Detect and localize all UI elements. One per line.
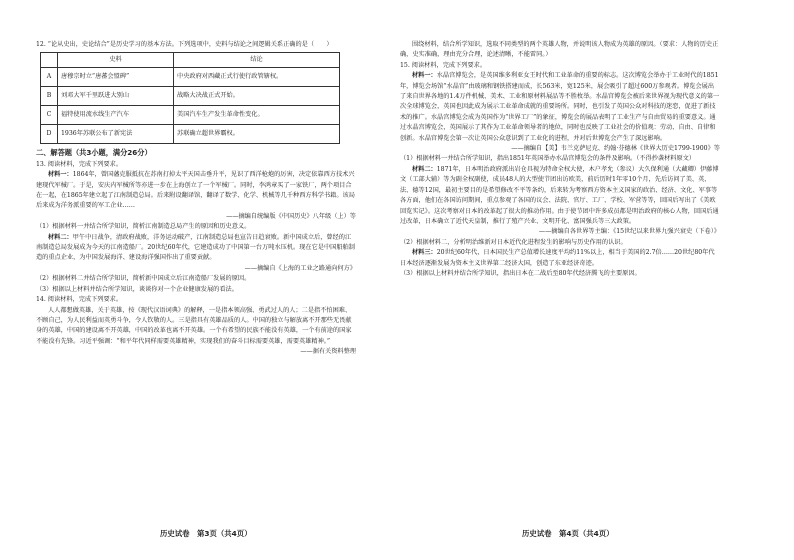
- q14-source: ——据有关资料整理: [300, 348, 356, 356]
- q15-material-2: 材料二：1871年，日本明治政府派出岩仓具视为特命全权大使，木户孝允（参议）大久保利通（大藏卿）伊藤博文（工部大辅）等为副全权副使，成员48人的大型使节团出访欧美，前后历时1年零10个月，先后访问了美、英、法、德等12国，最初主要目的是希望修改不平等条约，后来转为考察西方资本主义国家的政治、经济、文化、军事等各方面，他们在各国访问期间，重点参观了各国的议会、法院、官厅、工厂、学校、军营等等，回国后写出了《美欧回览实记》。这次考察对日本的改革起了很大的推动作用。由于使节团中许多成员都是明治政府的核心人物，回国后通过改革，日本确立了近代天皇制，推行了殖产兴业、文明开化、富国强兵等三大政策。: [400, 165, 719, 225]
- q15-requirement-3: （3）根据以上材料并结合所学知识，指出日本在二战后至80年代经济腾飞的主要原因。: [400, 269, 641, 277]
- q15-requirement-1: （1）根据材料一并结合所学知识，指出1851年英国举办水晶宫博览会的条件及影响。（不得抄袭材料原文）: [400, 155, 696, 163]
- table-row: D 1936年苏联公布了新宪法 苏联确立超世界霸权。: [41, 125, 340, 144]
- q14-requirement: 围绕材料，结合所学知识，选取不同类型的两个英雄人物，并说明该人物成为英雄的原因。（要求：人物的历史正确，史实准确，理由充分合理，论述清晰，不能雷同。）: [400, 41, 719, 59]
- table-row: B 刘邓大军千里跃进大别山 战略大决战正式开始。: [41, 87, 340, 106]
- q15-material-1-source: ——摘编自【美】韦兰克萨尼克、约翰·芬德林《世界大历史1799-1900》等: [511, 145, 720, 153]
- q15-material-3: 材料三：20世纪60年代，日本国民生产总值增长速度平均约11%以上，相当于美国的2.7倍……20世纪80年代日本经济逐渐发展为资本主义世界第二经济大国，创造了东亚经济奇迹。: [400, 249, 715, 267]
- footer-left: 历史试卷 第3页（共4页）: [160, 529, 252, 538]
- q13-material-1: 材料一：1864年，曾国藩克服抵抗在苏南打掉太平天国击垂升平，见识了西洋枪炮的厉害，决定依靠西方技术兴建现代军械厂。于是，安庆内军械所等亦进一步在上海创立了一个军械厂。同时，李鸿章买了一家铁厂，两个项目合在一起，在1865年建立起了江南制造总局。后来附设翻译馆，翻译了数学、化学、机械等几千种西方科学书籍。该局后来成为洋务派重要的军工企业……: [36, 171, 355, 210]
- q13-material-2-source: ——摘编自《上海的工业之路通向何方》: [244, 264, 356, 272]
- table-header-row: 史料 结论: [41, 53, 340, 68]
- footer-right: 历史试卷 第4页（共4页）: [522, 529, 614, 538]
- q13-title: 13. 阅读材料，完成下列要求。: [36, 160, 123, 168]
- section-heading: 二、解答题（共3小题，满分26分）: [36, 148, 152, 158]
- q13-material-2: 材料二：甲午中日战争，清政府战败，洋务运动破产，江南制造总局也宣告日趋衰败。新中国成立后，曾经的江南制造总局发展成为今天的江南造船厂。20世纪60年代，它建造成功了中国第一台万吨水压机。现在它是中国船舶制造的重点企业，为中国发展海洋、建设海洋强国作出了重要贡献。: [36, 233, 355, 262]
- q13-requirement-2: （2）根据材料二并结合所学知识，简析新中国成立后江南造船厂发展的原因。: [36, 275, 251, 283]
- right-page: [400, 40, 720, 279]
- q15-material-1: 材料一：水晶宫博览会，是英国维多利亚女王时代和工业革命的重要的标志。这次博览会举办于工业时代的1851年，博览会场馆“水晶宫”由玻璃和钢铁搭建而成，长563米，宽125米，展会吸引了超过600万参观者。博览会展出了来自世界各地的1.4万件机械、美术、工业和原材料展品等不胜枚举。水晶宫博览会被后来世界视为现代意义的第一次全球博览会，英国也因此成为展示工业革命成就的重要场所。同时，也引发了英国公众对科技的迷恋，促进了新技术的推广。水晶宫博览会成为英国作为“世界工厂”的象征，博览会的展品表明了工业生产与自由贸易的重要意义。通过水晶宫博览会，英国展示了其作为工业革命领导者的地位，同时也反映了工业社会的价值观：劳动、自由、自律和创新。水晶宫博览会第一次让英国公众意识到了工业化的进程，并对后世博览会产生了深远影响。: [400, 72, 720, 142]
- table-row: C 福特使用流水线生产汽车 美国汽车生产发生革命性变化。: [41, 106, 340, 125]
- q13-material-1-source: ——摘编自统编版《中国历史》八年级（上）等: [226, 212, 356, 220]
- table-row: A 唐穆宗时立“唐蕃会盟碑” 中央政府对西藏正式行使行政管辖权。: [41, 68, 340, 87]
- q13-requirement-1: （1）根据材料一并结合所学知识，简析江南制造总局产生的原因和历史意义。: [36, 223, 251, 231]
- q12-stem: 12. “论从史出，史论结合”是历史学习的基本方法。下列选项中，史料与结论之间逻辑关系正确的是（ ）: [36, 41, 333, 48]
- q14-title: 14. 阅读材料，完成下列要求。: [36, 296, 123, 304]
- q13-requirement-3: （3）根据以上材料并结合所学知识，谈谈你对一个企业健康发展的看法。: [36, 285, 238, 293]
- q15-material-2-source: ——摘编自各世界等主编：《15世纪以来世界九强兴衰史（下卷）》: [538, 228, 720, 236]
- q14-material: 人人都想做英雄，关于英雄，按《现代汉语词典》的解释，一是指本领高强、勇武过人的人；二是指不怕困难、不顾自己，为人民利益而英勇斗争，令人钦敬的人。三是指具有英雄品质的人。中国的独立与解放离不开那些无畏献身的英雄，中国的建设离不开英雄，中国的改革也离不开英雄。一个有希望的民族不能没有英雄，一个有前途的国家不能没有先锋。习近平强调：“和平年代同样需要英雄精神，实现我们的奋斗目标需要英雄，需要英雄精神。”: [36, 306, 352, 345]
- q15-requirement-2: （2）根据材料二，分析明治维新对日本近代化进程发生的影响与历史作用的认识。: [400, 238, 627, 246]
- q15-title: 15. 阅读材料，完成下列要求。: [400, 61, 487, 69]
- left-page: [36, 40, 356, 358]
- q12-table: [40, 52, 340, 144]
